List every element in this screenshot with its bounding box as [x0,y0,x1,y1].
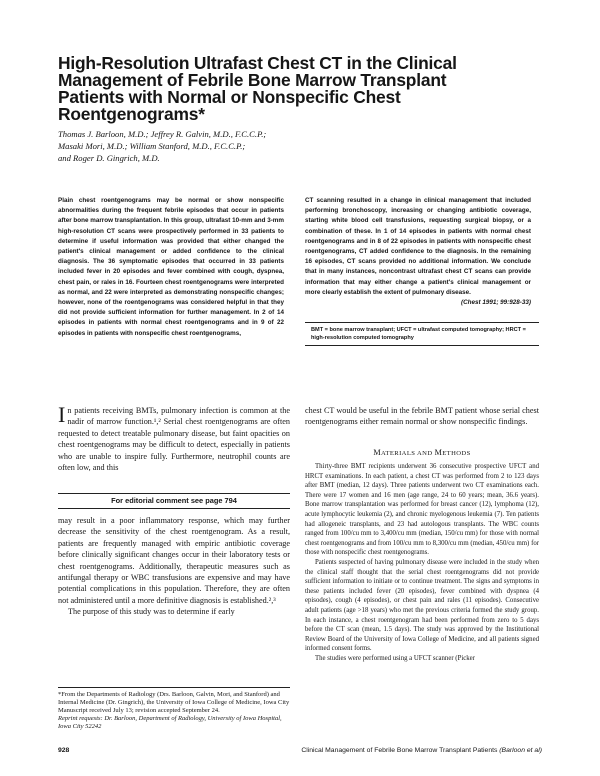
editorial-comment-link[interactable]: For editorial comment see page 794 [58,493,290,509]
author-line: and Roger D. Gingrich, M.D. [58,153,160,164]
author-line: Masaki Mori, M.D.; William Stanford, M.D., F.C.C.P.; [58,141,246,152]
abstract-left: Plain chest roentgenograms may be normal or show nonspecific abnormalities during the frequent febrile episodes that occur in patients after bone marrow transplantation. In this group, ultrafast 10-mm and 3-mm high-resolution CT scans were prospectively performed in 33 patients to determine if useful information was provided that either changed the patient's clinical management or added confidence to the clinical diagnosis. The 36 symptomatic episodes that occurred in 33 patients included fever in 20 episodes and fever combined with cough, dyspnea, chest pain, or rales in 16. Fourteen chest roentgenograms were interpreted as normal, and 22 were interpreted as demonstrating nonspecific changes; however, none of the roentgenograms was considered helpful in that they did not provide sufficient information for further management. In 2 of 14 episodes in patients with normal chest roentgenograms and in 9 of 22 episodes in patients with nonspecific chest roentgenograms, [58,197,284,337]
heading-initial: M [373,448,381,457]
running-authors: (Barloon et al) [499,747,542,754]
intro-paragraph [58,402,290,473]
footnote-reprints: Reprint requests: Dr. Barloon, Department of Radiology, University of Iowa Hospital, Iowa City 52242 [58,715,282,730]
footnote-received: Manuscript received July 13; revision accepted September 24. [58,707,220,714]
heading-smallcaps: ATERIALS AND [381,450,435,457]
methods-heading [305,448,539,457]
page-number: 928 [58,747,70,754]
intro-continued-text: may result in a poor inflammatory response, which may further decrease the sensitivity of the chest roentgenogram. As a result, patients are frequently managed with empiric antibiotic coverage before clinically significant changes occur in their laboratory tests or chest roentgenograms. Additionally, therapeutic measures such as antifungal therapy or WBC transfusions are expensive and may have potential complications in this population. Therefore, they are often not administered until a more definitive diagnosis is established.²,³ [58,516,290,605]
author-line: Thomas J. Barloon, M.D.; Jeffrey R. Galvin, M.D., F.C.C.P.; [58,129,267,139]
abbreviations-box: BMT = bone marrow transplant; UFCT = ultrafast computed tomography; HRCT = high-resolution computed tomography [305,322,539,346]
abstract-citation: (Chest 1991; 99:928-33) [460,299,531,307]
purpose-text: The purpose of this study was to determine if early [68,607,235,617]
author-list [58,128,478,165]
abstract-right-text: CT scanning resulted in a change in clinical management that included performing bronchoscopy, increasing or changing antibiotic coverage, starting white blood cell transfusions, requesting surgical biopsy, or a combination of these. In 1 of 14 episodes in patients with normal chest roentgenograms and in 8 of 22 episodes in patients with nonspecific chest roentgenograms, CT added confidence to the diagnosis. In the remaining 16 episodes, CT scans provided no additional information. We conclude that in many instances, noncontrast ultrafast chest CT scans can provide information that may either change a patient's clinical management or more clearly establish the extent of pulmonary disease. [305,197,531,296]
methods-section [305,462,539,663]
intro-col2: chest CT would be useful in the febrile BMT patient whose serial chest roentgenograms either remain normal or show nonspecific findings. [305,406,539,427]
heading-smallcaps: ETHODS [442,450,471,457]
abstract-right [305,196,531,308]
article-title: High-Resolution Ultrafast Chest CT in the Clinical Management of Febrile Bone Marrow Transplant Patients with Normal or Nonspecific Chest Roentgenograms* [58,53,457,124]
intro-text: n patients receiving BMTs, pulmonary infection is common at the nadir of marrow function.¹,² Serial chest roentgenograms are often requested to detect treatable pulmonary disease, but faint opacities on chest roentgenograms may be difficult to detect, especially in patients who are unable to inspire fully. Furthermore, neutrophil counts are often low, and this [58,406,290,473]
methods-paragraph: Patients suspected of having pulmonary disease were included in the study when the clinical staff thought that the serial chest roentgenograms did not provide sufficient information to initiate or to continue treatment. The signs and symptoms in these patients included fever (20 episodes), fever combined with dyspnea (4 episodes), cough (4 episodes), or chest pain and rales (11 episodes). Consecutive adult patients (age >18 years) who met the previous criteria formed the study group. In each instance, a chest roentgenogram had been performed from zero to 5 days before the CT scan (mean, 1.5 days). The study was approved by the Institutional Review Board of the University of Iowa College of Medicine, and all patients signed informed consent forms. [305,558,539,653]
methods-paragraph: Thirty-three BMT recipients underwent 36 consecutive prospective UFCT and HRCT examinations. In each patient, a chest CT was performed from 2 to 123 days after BMT (median, 12 days). Three patients underwent two CT examinations each. There were 17 women and 16 men (age range, 24 to 60 years; mean, 36.6 years). Bone marrow transplantation was performed for breast cancer (12), lymphoma (12), acute lymphocytic leukemia (2), and chronic myelogenous leukemia (7). Ten patients had allogeneic transplants, and 23 had autologous transplants. The WBC counts ranged from 100/cu mm to 3,400/cu mm (median, 150/cu mm) for those with normal chest roentgenograms and from 100/cu mm to 8,300/cu mm (median, 450/cu mm) for those with nonspecific chest roentgenograms. [305,463,539,557]
footnote [58,687,290,731]
footnote-affiliation: *From the Departments of Radiology (Drs. Barloon, Galvin, Mori, and Stanford) and Internal Medicine (Dr. Gingrich), the University of Iowa College of Medicine, Iowa City [58,691,290,706]
running-title: Clinical Management of Febrile Bone Marrow Transplant Patients [301,747,498,754]
drop-cap: I [58,402,66,427]
running-footer [301,747,542,754]
intro-continued [58,515,290,618]
methods-paragraph: The studies were performed using a UFCT scanner (Picker [315,654,475,662]
heading-initial: M [434,448,443,457]
